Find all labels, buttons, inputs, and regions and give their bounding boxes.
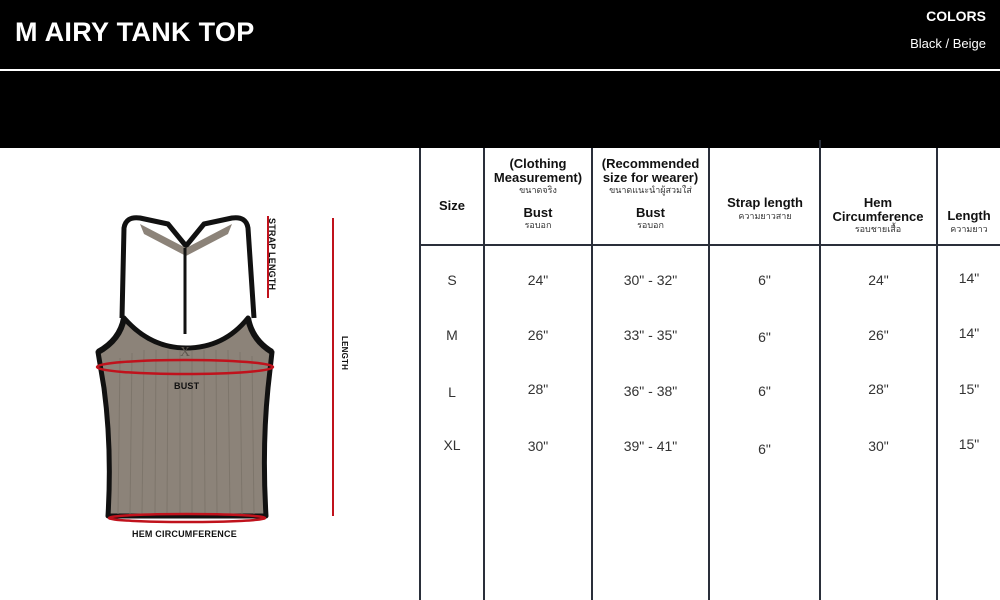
header-divider (0, 69, 1000, 71)
cell-hem: 24" (868, 272, 889, 288)
table-line (419, 244, 1000, 246)
garment-figure (0, 148, 418, 600)
cell-bust: 26" (527, 327, 549, 343)
header-clothing-group: (Clothing Measurement) (493, 156, 583, 185)
cell-strap: 6" (758, 383, 771, 399)
cell-bust: 28" (527, 381, 549, 397)
cell-rec-bust: 39" - 41" (623, 438, 678, 454)
header-recommended-group: (Recommended size for wearer) (601, 156, 700, 185)
cell-length: 14" (958, 325, 980, 341)
cell-rec-bust: 36" - 38" (623, 383, 678, 399)
cell-size: M (446, 327, 458, 343)
header-size: Size (438, 198, 465, 213)
header-clothing-bust-label: Bust (523, 204, 553, 220)
cell-strap: 6" (758, 329, 771, 345)
cell-bust: 30" (527, 438, 549, 454)
header-recommended-thai: ขนาดแนะนำผู้สวมใส่ (609, 185, 692, 196)
cell-size: S (447, 272, 457, 288)
header-banner (0, 0, 1000, 148)
cell-strap: 6" (758, 272, 771, 288)
colors-heading: COLORS (926, 8, 986, 24)
header-recommended-bust-thai: รอบอก (637, 220, 664, 231)
cell-length: 15" (958, 436, 980, 452)
brand-logo: X (179, 345, 191, 360)
cell-bust: 24" (527, 272, 549, 288)
strap-length-label: STRAP LENGTH (267, 218, 277, 291)
colors-values: Black / Beige (910, 36, 986, 51)
table-line (708, 148, 710, 600)
cell-length: 15" (958, 381, 980, 397)
header-length-thai: ความยาว (950, 223, 988, 234)
cell-rec-bust: 33" - 35" (623, 327, 678, 343)
cell-size: L (448, 384, 456, 400)
cell-rec-bust: 30" - 32" (623, 272, 678, 288)
header-clothing-thai: ขนาดจริง (519, 185, 557, 196)
header-hem: Hem Circumference รอบชายเสื้อ (822, 196, 934, 235)
cell-hem: 28" (868, 381, 889, 397)
racerback-strap (122, 218, 254, 318)
cell-length: 14" (958, 270, 980, 286)
cell-hem: 30" (868, 438, 889, 454)
header-strap-thai: ความยาวสาย (738, 210, 792, 221)
header-clothing-bust (485, 157, 591, 231)
table-line (819, 140, 821, 600)
cell-size: XL (443, 437, 461, 453)
length-label: LENGTH (340, 336, 349, 371)
header-clothing-bust-thai: รอบอก (524, 220, 552, 231)
header-recommended-bust (593, 157, 708, 231)
header-recommended-bust-label: Bust (636, 204, 665, 220)
table-line (419, 148, 421, 600)
cell-hem: 26" (868, 327, 889, 343)
cell-strap: 6" (758, 441, 771, 457)
hem-label: HEM CIRCUMFERENCE (132, 529, 237, 539)
header-strap: Strap length ความยาวสาย (725, 196, 805, 221)
product-title: M AIRY TANK TOP (15, 17, 255, 47)
header-length: Length ความยาว (938, 209, 1000, 234)
header-hem-thai: รอบชายเสื้อ (854, 224, 902, 235)
bust-label: BUST (174, 381, 200, 391)
